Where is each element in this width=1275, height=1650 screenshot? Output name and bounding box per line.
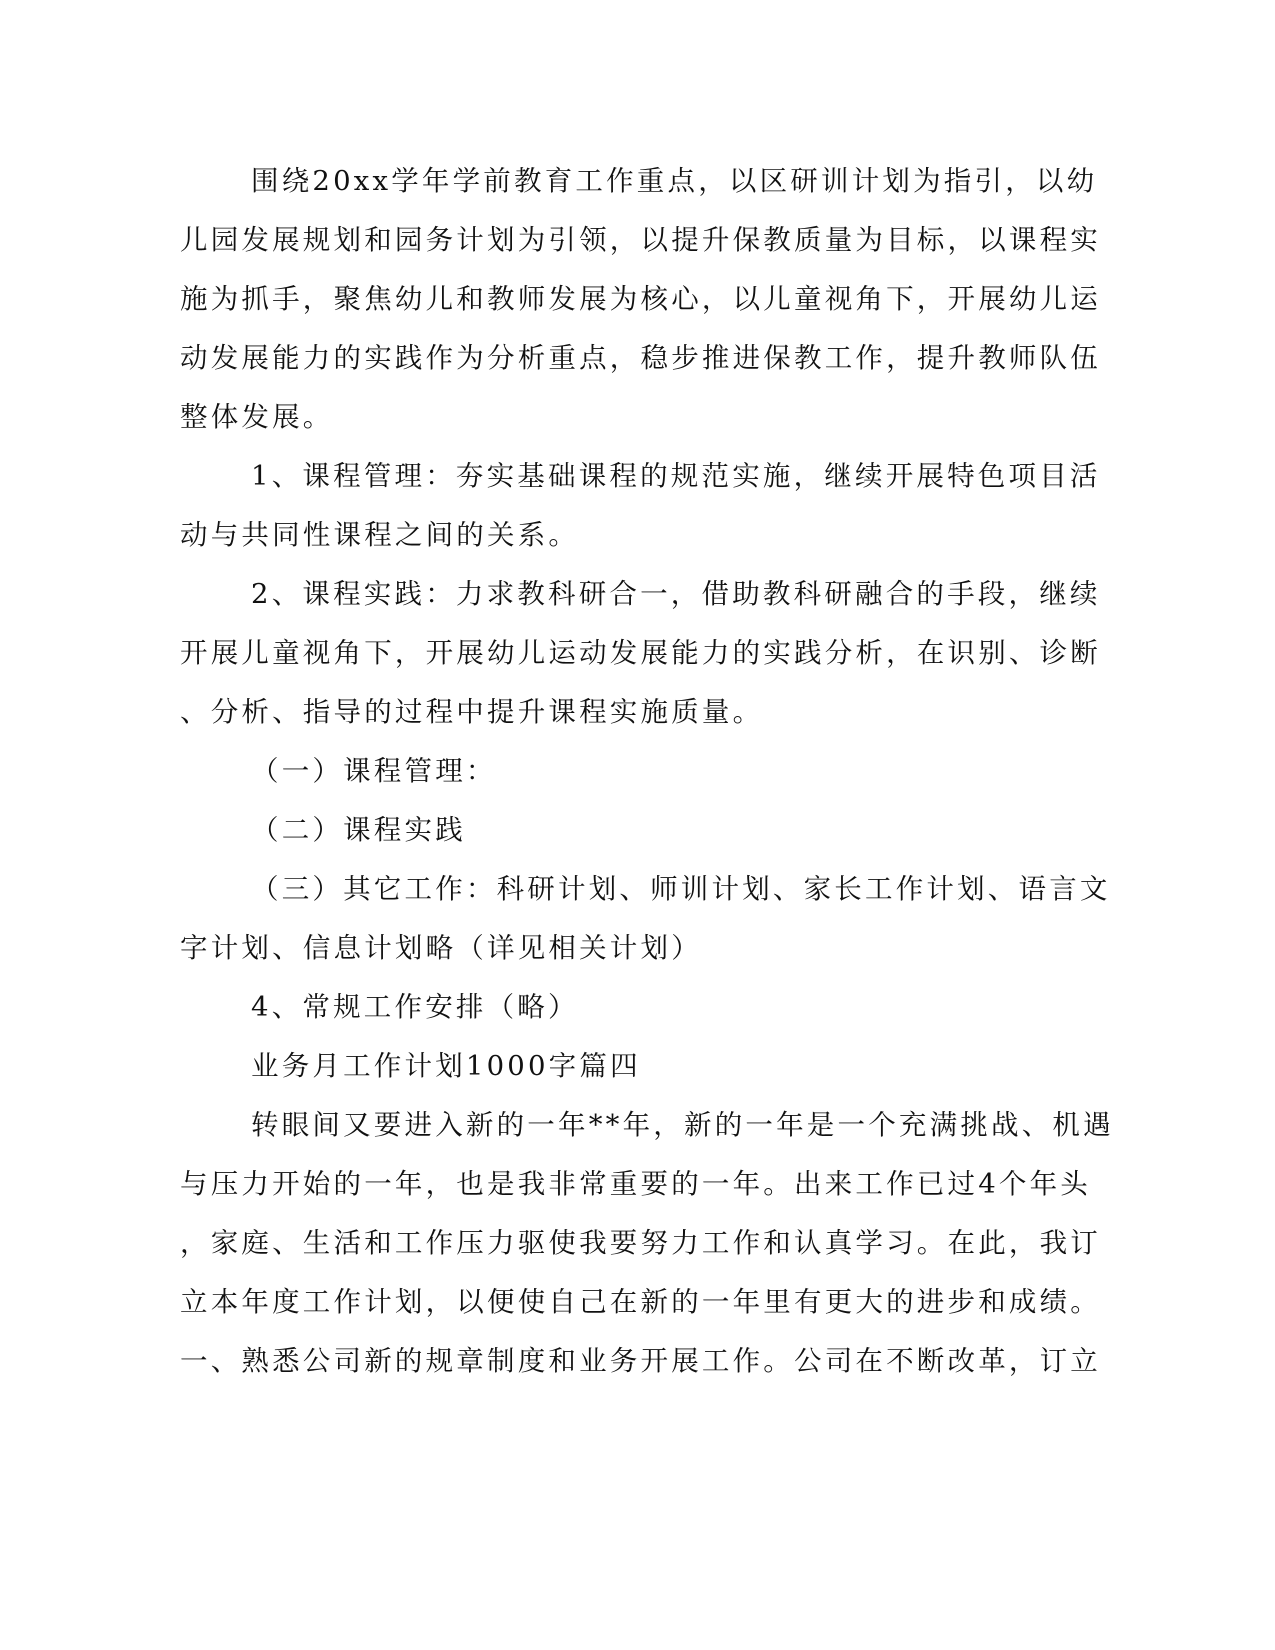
paragraph-1-line-4: 动发展能力的实践作为分析重点，稳步推进保教工作，提升教师队伍 [180,342,1101,374]
paragraph-2-line-4: 立本年度工作计划，以便使自己在新的一年里有更大的进步和成绩。 [180,1286,1101,1318]
item-1-line-2: 动与共同性课程之间的关系。 [180,519,580,551]
paragraph-2-line-1: 转眼间又要进入新的一年**年，新的一年是一个充满挑战、机遇 [251,1109,1114,1141]
item-4-line-1: 4、常规工作安排（略） [251,991,579,1023]
section-3-line-2: 字计划、信息计划略（详见相关计划） [180,932,702,964]
item-1-line-1: 1、课程管理：夯实基础课程的规范实施，继续开展特色项目活 [251,460,1101,492]
section-heading-2: （二）课程实践 [251,814,466,846]
paragraph-1-line-5: 整体发展。 [180,401,334,433]
section-3-line-1: （三）其它工作：科研计划、师训计划、家长工作计划、语言文 [251,873,1111,905]
article-title: 业务月工作计划1000字篇四 [251,1050,641,1082]
paragraph-1-line-1: 围绕20xx学年学前教育工作重点，以区研训计划为指引，以幼 [251,165,1098,197]
paragraph-1-line-3: 施为抓手，聚焦幼儿和教师发展为核心，以儿童视角下，开展幼儿运 [180,283,1101,315]
item-2-line-2: 开展儿童视角下，开展幼儿运动发展能力的实践分析，在识别、诊断 [180,637,1101,669]
item-2-line-1: 2、课程实践：力求教科研合一，借助教科研融合的手段，继续 [251,578,1101,610]
paragraph-2-line-2: 与压力开始的一年，也是我非常重要的一年。出来工作已过4个年头 [180,1168,1091,1200]
paragraph-2-line-3: ，家庭、生活和工作压力驱使我要努力工作和认真学习。在此，我订 [180,1227,1101,1259]
paragraph-3-line-1: 一、熟悉公司新的规章制度和业务开展工作。公司在不断改革，订立 [180,1345,1101,1377]
section-heading-1: （一）课程管理： [251,755,497,787]
paragraph-1-line-2: 儿园发展规划和园务计划为引领，以提升保教质量为目标，以课程实 [180,224,1101,256]
item-2-line-3: 、分析、指导的过程中提升课程实施质量。 [180,696,764,728]
